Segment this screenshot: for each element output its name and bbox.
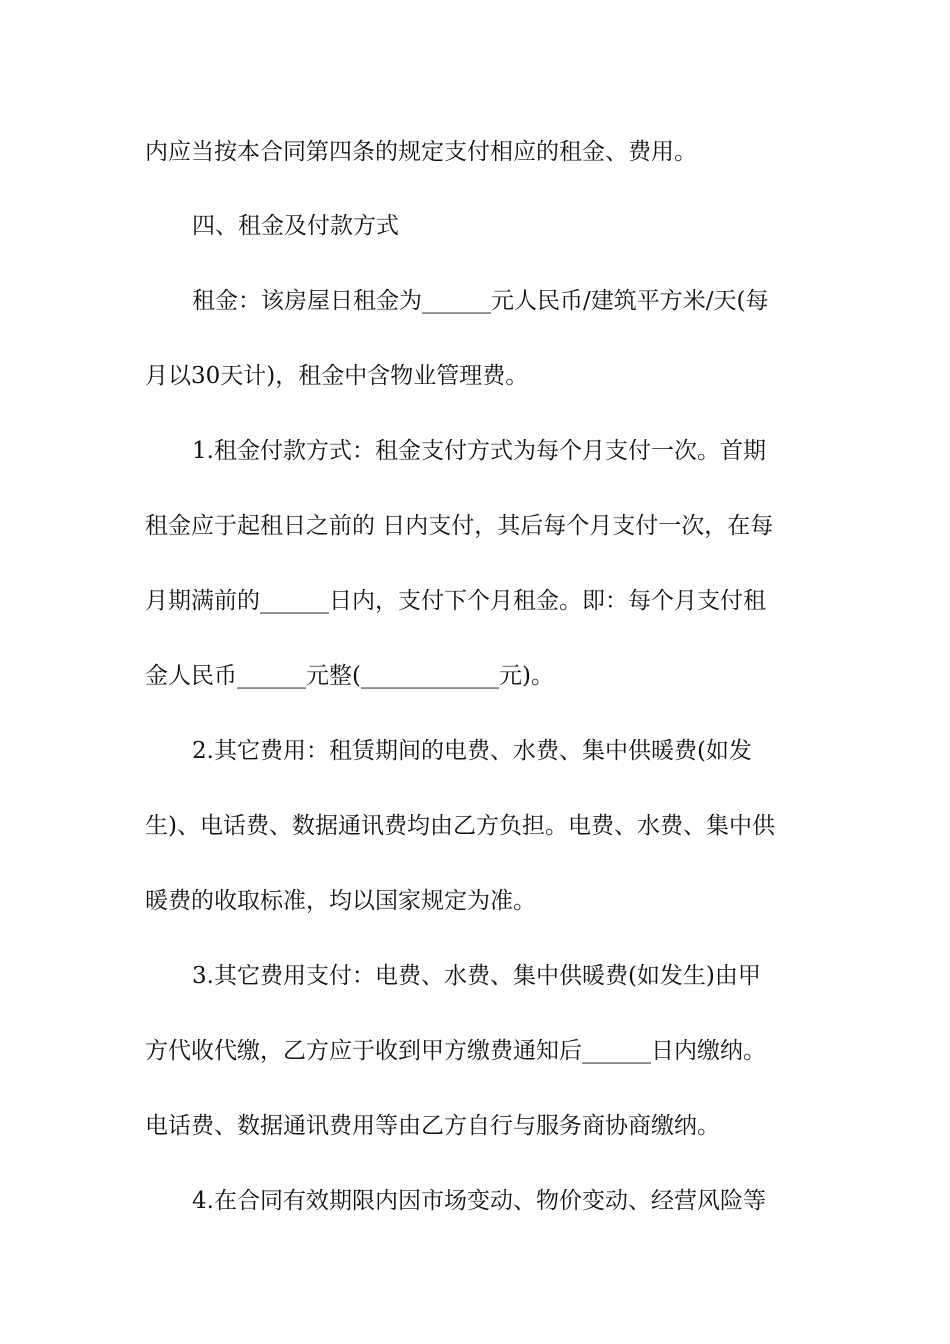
text-line-3: 租金：该房屋日租金为______元人民币/建筑平方米/天(每	[192, 288, 769, 314]
clause-1-line-4: 金人民币______元整(____________元)。	[145, 663, 554, 689]
section-heading-rent-payment: 四、租金及付款方式	[192, 213, 399, 239]
clause-3-line-2: 方代收代缴，乙方应于收到甲方缴费通知后______日内缴纳。	[145, 1038, 766, 1064]
clause-1-line-3: 月期满前的______日内，支付下个月租金。即：每个月支付租	[145, 588, 766, 614]
clause-3-line-3: 电话费、数据通讯费用等由乙方自行与服务商协商缴纳。	[145, 1113, 720, 1139]
clause-3-line-1: 3.其它费用支付：电费、水费、集中供暖费(如发生)由甲	[192, 963, 761, 989]
text-line-1: 内应当按本合同第四条的规定支付相应的租金、费用。	[145, 139, 697, 165]
text-line-4: 月以30天计)，租金中含物业管理费。	[145, 363, 529, 389]
clause-2-line-3: 暖费的收取标准，均以国家规定为准。	[145, 888, 536, 914]
clause-1-line-1: 1.租金付款方式：租金支付方式为每个月支付一次。首期	[192, 438, 766, 464]
clause-1-line-2: 租金应于起租日之前的 日内支付，其后每个月支付一次，在每	[145, 513, 774, 539]
clause-2-line-1: 2.其它费用：租赁期间的电费、水费、集中供暖费(如发	[192, 738, 752, 764]
clause-4-line-1: 4.在合同有效期限内因市场变动、物价变动、经营风险等	[192, 1188, 766, 1214]
clause-2-line-2: 生)、电话费、数据通讯费均由乙方负担。电费、水费、集中供	[145, 813, 775, 839]
